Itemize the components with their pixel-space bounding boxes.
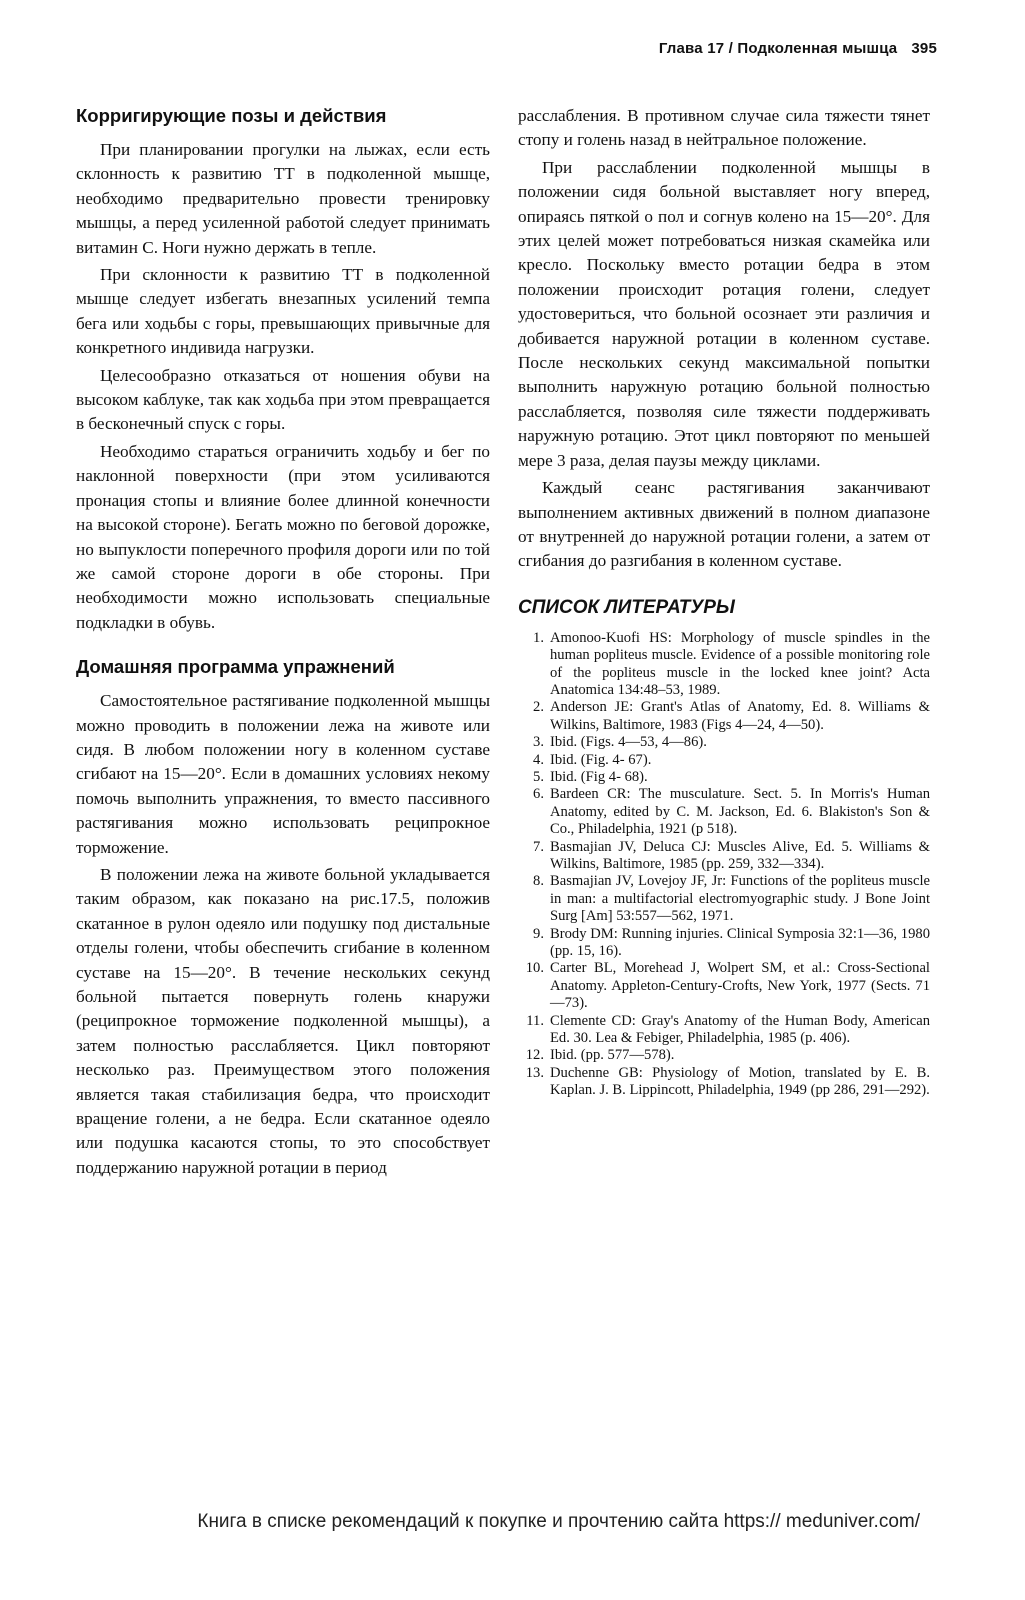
reference-text: Duchenne GB: Physiology of Motion, translated by E. B. Kaplan. J. B. Lippincott, Philadelphia, 1949 (pp 286, 291—292). bbox=[550, 1064, 930, 1099]
reference-text: Anderson JE: Grant's Atlas of Anatomy, Ed. 8. Williams & Wilkins, Baltimore, 1983 (Figs 4—24, 4—50). bbox=[550, 699, 930, 733]
reference-number: 4. bbox=[533, 751, 544, 768]
paragraph: В положении лежа на животе больной укладывается таким образом, как показано на рис.17.5, положив скатанное в рулон одеяло или подушку под дистальные отделы голени, чтобы обеспечить сгибание в коленном суставе на 15—20°. В течение нескольких секунд больной пытается повернуть голень кнаружи (реципрокное торможение подколенной мышцы), а затем полностью расслабляется. Цикл повторяют несколько раз. Преимуществом этого положения является такая стабилизация бедра, что происходит вращение голени, а не бедра. Если скатанное одеяло или подушка касаются стопы, то это способствует поддержанию наружной ротации в период bbox=[76, 864, 490, 1177]
reference-text: Ibid. (pp. 577—578). bbox=[550, 1047, 675, 1064]
reference-item bbox=[518, 769, 930, 786]
paragraph: Целесообразно отказаться от ношения обуви на высоком каблуке, так как ходьба при этом превращается в бесконечный спуск с горы. bbox=[76, 365, 490, 434]
reference-text: Basmajian JV, Deluca CJ: Muscles Alive, Ed. 5. Williams & Wilkins, Baltimore, 1985 (pp. 259, 332—334). bbox=[550, 838, 930, 872]
reference-text: Ibid. (Fig. 4- 67). bbox=[550, 751, 652, 768]
reference-number: 12. bbox=[525, 1047, 544, 1064]
reference-item bbox=[518, 752, 930, 769]
right-column bbox=[518, 104, 930, 1100]
references-list bbox=[518, 630, 930, 1100]
page-number: 395 bbox=[911, 40, 937, 57]
reference-number: 5. bbox=[533, 768, 544, 785]
paragraph: При расслаблении подколенной мышцы в положении сидя больной выставляет ногу вперед, опираясь пяткой о пол и согнув колено на 15—20°. Для этих целей может потребоваться низкая скамейка или кресло. Поскольку вместо ротации бедра в этом положении происходит ротация голени, следует удостовериться, что больной осознает эти различия и добивается наружной ротации в коленном суставе. После нескольких секунд максимальной попытки выполнить наружную ротацию больной полностью расслабляется, позволяя силе тяжести поддерживать наружную ротацию. Этот цикл повторяют по меньшей мере 3 раза, делая паузы между циклами. bbox=[518, 157, 930, 470]
reference-item bbox=[518, 786, 930, 838]
reference-item bbox=[518, 960, 930, 1012]
reference-item bbox=[518, 873, 930, 925]
paragraph: расслабления. В противном случае сила тяжести тянет стопу и голень назад в нейтральное положение. bbox=[518, 106, 930, 150]
paragraph: При склонности к развитию ТТ в подколенной мышце следует избегать внезапных усилений темпа бега или ходьбы с горы, превышающих привычные для конкретного индивида нагрузки. bbox=[76, 265, 490, 358]
references-title: СПИСОК ЛИТЕРАТУРЫ bbox=[518, 596, 735, 618]
paragraph: При планировании прогулки на лыжах, если есть склонность к развитию ТТ в подколенной мышце, необходимо предварительно провести тренировку мышцы, а перед усиленной работой следует принимать витамин С. Ноги нужно держать в тепле. bbox=[76, 140, 490, 257]
paragraph: Необходимо стараться ограничить ходьбу и бег по наклонной поверхности (при этом усиливаются пронация стопы и влияние более длинной конечности на высокой стороне). Бегать можно по беговой дорожке, но выпуклости поперечного профиля дороги или по той же самой стороне дороги в обе стороны. При необходимости можно использовать специальные подкладки в обувь. bbox=[76, 441, 490, 632]
reference-number: 7. bbox=[533, 838, 544, 855]
section-title-corrective: Корригирующие позы и действия bbox=[76, 105, 387, 126]
reference-number: 9. bbox=[533, 925, 544, 942]
reference-text: Ibid. (Figs. 4—53, 4—86). bbox=[550, 734, 707, 751]
reference-text: Basmajian JV, Lovejoy JF, Jr: Functions of the popliteus muscle in man: a multifactorial electromyographic study. J Bone Joint Surg [Am] 53:557—562, 1971. bbox=[550, 873, 930, 925]
section-title-home-program: Домашняя программа упражнений bbox=[76, 656, 395, 678]
reference-number: 8. bbox=[533, 873, 544, 890]
reference-item bbox=[518, 1047, 930, 1064]
reference-number: 2. bbox=[533, 699, 544, 716]
reference-text: Clemente CD: Gray's Anatomy of the Human Body, American Ed. 30. Lea & Febiger, Philadelphia, 1985 (p. 406). bbox=[550, 1012, 930, 1047]
footer-note: Книга в списке рекомендаций к покупке и прочтению сайта https:// meduniver.com/ bbox=[197, 1511, 920, 1532]
reference-number: 1. bbox=[533, 629, 544, 646]
reference-number: 6. bbox=[533, 786, 544, 803]
reference-text: Carter BL, Morehead J, Wolpert SM, et al.: Cross-Sectional Anatomy. Appleton-Century-Crofts, New York, 1977 (Sects. 71—73). bbox=[550, 960, 930, 1012]
reference-text: Ibid. (Fig 4- 68). bbox=[550, 768, 648, 785]
running-header bbox=[659, 40, 937, 57]
reference-text: Bardeen CR: The musculature. Sect. 5. In Morris's Human Anatomy, edited by C. M. Jackson, Ed. 6. Blakiston's Son & Co., Philadelphia, 1921 (p 518). bbox=[550, 786, 930, 838]
reference-number: 11. bbox=[526, 1012, 544, 1029]
reference-item bbox=[518, 630, 930, 700]
reference-item bbox=[518, 734, 930, 751]
reference-item bbox=[518, 839, 930, 874]
reference-number: 13. bbox=[525, 1064, 544, 1081]
reference-text: Brody DM: Running injuries. Clinical Symposia 32:1—36, 1980 (pp. 15, 16). bbox=[550, 925, 930, 960]
left-column bbox=[76, 104, 490, 1180]
reference-item bbox=[518, 699, 930, 734]
paragraph: Каждый сеанс растягивания заканчивают выполнением активных движений в полном диапазоне от внутренней до наружной ротации голени, а затем от сгибания до разгибания в коленном суставе. bbox=[518, 478, 930, 571]
running-title: Глава 17 / Подколенная мышца bbox=[658, 40, 898, 57]
reference-item bbox=[518, 1065, 930, 1100]
reference-item bbox=[518, 1013, 930, 1048]
reference-number: 10. bbox=[525, 960, 544, 977]
reference-number: 3. bbox=[533, 734, 544, 751]
reference-text: Amonoo-Kuofi HS: Morphology of muscle spindles in the human popliteus muscle. Evidence of a possible monitoring role of the popliteus muscle in the locked knee joint? Acta Anatomica 134:48–53, 1989. bbox=[550, 629, 930, 698]
paragraph: Самостоятельное растягивание подколенной мышцы можно проводить в положении лежа на животе или сидя. В любом положении ногу в коленном суставе сгибают на 15—20°. Если в домашних условиях некому помочь выполнить упражнения, то вместо пассивного растягивания можно использовать реципрокное торможение. bbox=[76, 691, 490, 857]
reference-item bbox=[518, 926, 930, 961]
